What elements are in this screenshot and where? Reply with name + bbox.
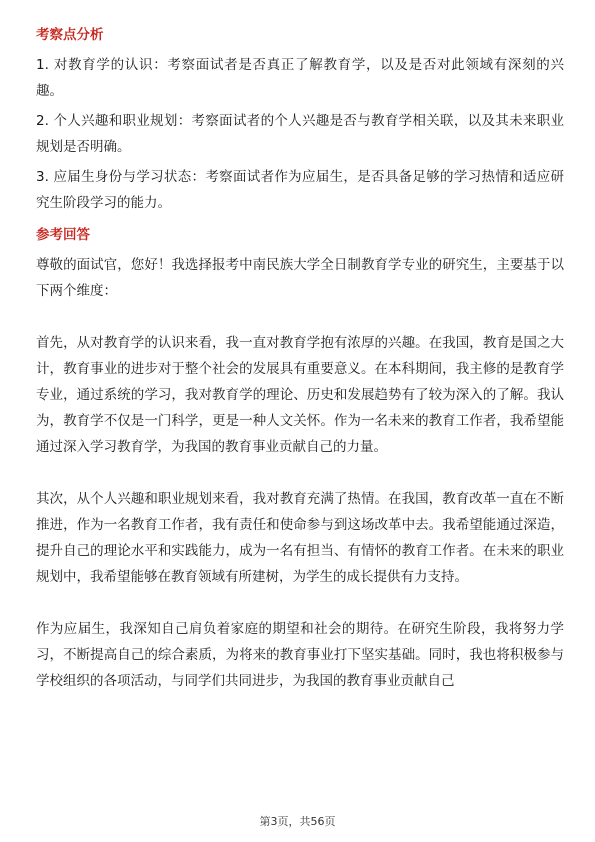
- analysis-item-3: 3. 应届生身份与学习状态：考察面试者作为应届生，是否具备足够的学习热情和适应研究生阶段学习的能力。: [36, 169, 564, 211]
- analysis-item-2: 2. 个人兴趣和职业规划：考察面试者的个人兴趣是否与教育学相关联，以及其未来职业规划是否明确。: [36, 113, 564, 155]
- page-number: 第3页，共56页: [259, 815, 336, 828]
- answer-intro: 尊敬的面试官，您好！我选择报考中南民族大学全日制教育学专业的研究生，主要基于以下两个维度：: [36, 257, 564, 299]
- section-title-analysis: 考察点分析: [36, 27, 104, 43]
- answer-paragraph-1: 首先，从对教育学的认识来看，我一直对教育学抱有浓厚的兴趣。在我国，教育是国之大计，教育事业的进步对于整个社会的发展具有重要意义。在本科期间，我主修的是教育学专业，通过系统的学习，我对教育学的理论、历史和发展趋势有了较为深入的了解。我认为，教育学不仅是一门科学，更是一种人文关怀。作为一名未来的教育工作者，我希望能通过深入学习教育学，为我国的教育事业贡献自己的力量。: [36, 335, 564, 455]
- document-page: [36, 26, 564, 694]
- section-title-answer: 参考回答: [36, 227, 90, 243]
- answer-paragraph-2: 其次，从个人兴趣和职业规划来看，我对教育充满了热情。在我国，教育改革一直在不断推进，作为一名教育工作者，我有责任和使命参与到这场改革中去。我希望能通过深造，提升自己的理论水平和实践能力，成为一名有担当、有情怀的教育工作者。在未来的职业规划中，我希望能够在教育领域有所建树，为学生的成长提供有力支持。: [36, 491, 564, 585]
- answer-paragraph-3: 作为应届生，我深知自己肩负着家庭的期望和社会的期待。在研究生阶段，我将努力学习，不断提高自己的综合素质，为将来的教育事业打下坚实基础。同时，我也将积极参与学校组织的各项活动，与同学们共同进步，为我国的教育事业贡献自己: [36, 621, 564, 689]
- analysis-item-1: 1. 对教育学的认识：考察面试者是否真正了解教育学，以及是否对此领域有深刻的兴趣。: [36, 57, 564, 99]
